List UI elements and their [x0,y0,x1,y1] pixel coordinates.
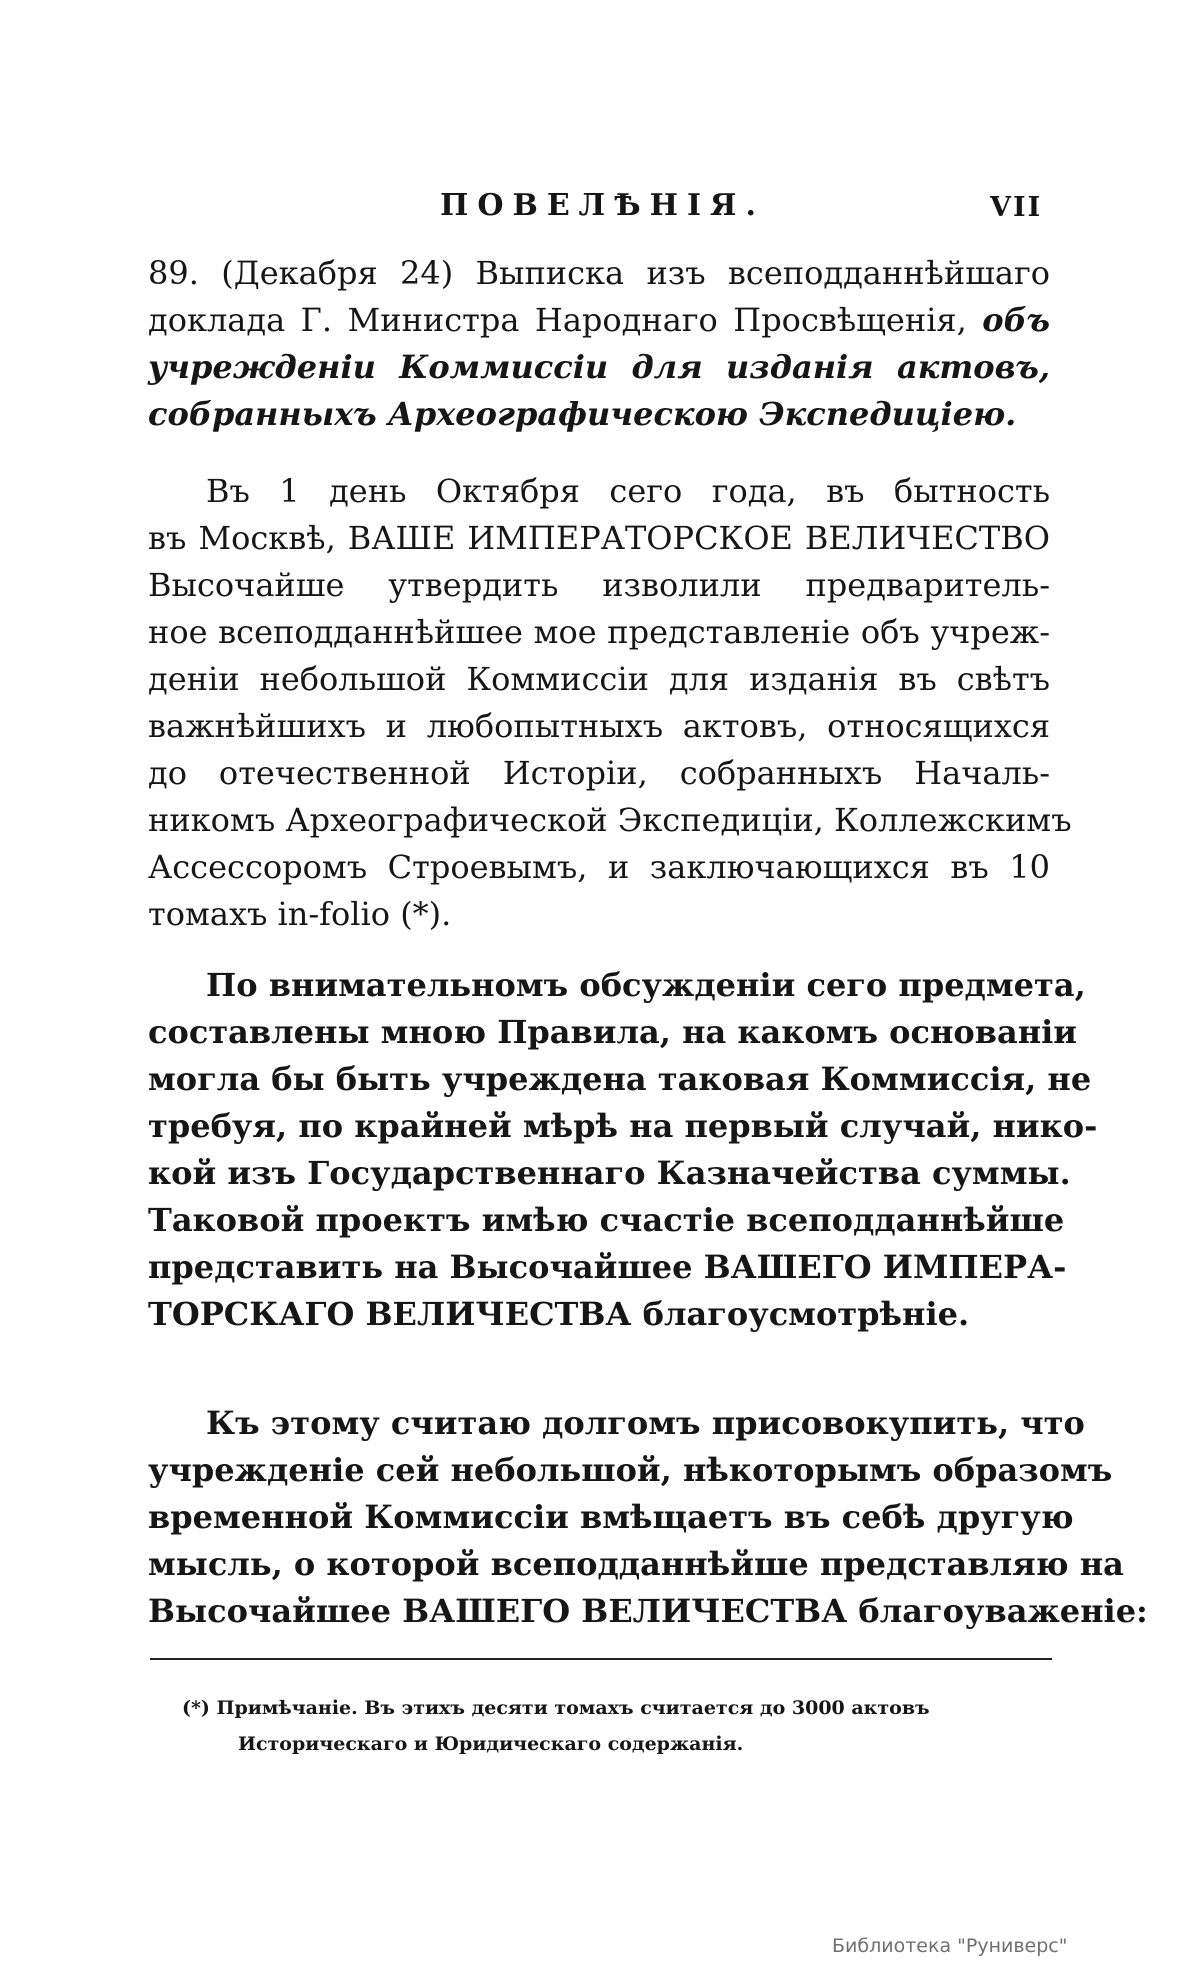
paragraph-line: до отечественной Исторіи, собранныхъ Началь- [148,754,1050,792]
footnote-divider [150,1658,1052,1660]
paragraph-line: кой изъ Государственнаго Казначейства суммы. [148,1154,1071,1192]
paragraph-line: временной Коммиссіи вмѣщаетъ въ себѣ другую [148,1498,1074,1536]
paragraph-line: учрежденіе сей небольшой, нѣкоторымъ образомъ [148,1451,1113,1489]
paragraph-line: Высочайшее ВАШЕГО ВЕЛИЧЕСТВА благоуваженіе: [148,1592,1148,1630]
paragraph-line: Ассессоромъ Строевымъ, и заключающихся въ 10 [148,848,1050,886]
running-head: ПОВЕЛѢНІЯ. [440,188,765,223]
entry-heading [148,250,1050,438]
paragraph-2 [148,962,1098,1338]
paragraph-line: никомъ Археографической Экспедиціи, Коллежскимъ [148,801,1072,839]
paragraph-line: важнѣйшихъ и любопытныхъ актовъ, относящихся [148,707,1050,745]
paragraph-line: требуя, по крайней мѣрѣ на первый случай, нико- [148,1107,1098,1145]
paragraph-line: Таковой проектъ имѣю счастіе всеподданнѣйше [148,1201,1065,1239]
paragraph-line: составлены мною Правила, на какомъ основаніи [148,1013,1078,1051]
paragraph-line: Высочайше утвердить изволили предваритель- [148,566,1050,604]
entry-heading-line: учрежденіи Коммиссіи для изданія актовъ, [148,348,1050,386]
paragraph-line: въ Москвѣ, ВАШЕ ИМПЕРАТОРСКОЕ ВЕЛИЧЕСТВО [148,519,1050,557]
paragraph-3 [148,1400,1148,1635]
paragraph-1 [148,468,1072,938]
paragraph-line: деніи небольшой Коммиссіи для изданія въ свѣтъ [148,660,1050,698]
paragraph-line: могла бы быть учреждена таковая Коммиссія, не [148,1060,1092,1098]
entry-heading-line: доклада Г. Министра Народнаго Просвѣщенія, объ [148,301,1051,339]
paragraph-line: ТОРСКАГО ВЕЛИЧЕСТВА благоусмотрѣніе. [148,1295,970,1333]
entry-heading-line: 89. (Декабря 24) Выписка изъ всеподданнѣйшаго [148,254,1050,292]
footnote-line: Историческаго и Юридическаго содержанія. [238,1733,744,1755]
paragraph-line: мысль, о которой всеподданнѣйше представляю на [148,1545,1124,1583]
paragraph-line: ное всеподданнѣйшее мое представленіе объ учреж- [148,613,1050,651]
library-watermark: Библиотека "Руниверс" [832,1935,1068,1957]
page-number: VII [990,192,1043,223]
entry-heading-line: собранныхъ Археографическою Экспедиціею. [148,395,1017,433]
paragraph-line: томахъ in-folio (*). [148,895,452,933]
paragraph-line: Въ 1 день Октября сего года, въ бытность [206,472,1050,510]
paragraph-line: представить на Высочайшее ВАШЕГО ИМПЕРА- [148,1248,1067,1286]
paragraph-line: Къ этому считаю долгомъ присовокупить, что [206,1404,1085,1442]
footnote [182,1690,1050,1762]
footnote-line: (*) Примѣчаніе. Въ этихъ десяти томахъ считается до 3000 актовъ [182,1697,930,1719]
paragraph-line: По внимательномъ обсужденіи сего предмета, [206,966,1086,1004]
